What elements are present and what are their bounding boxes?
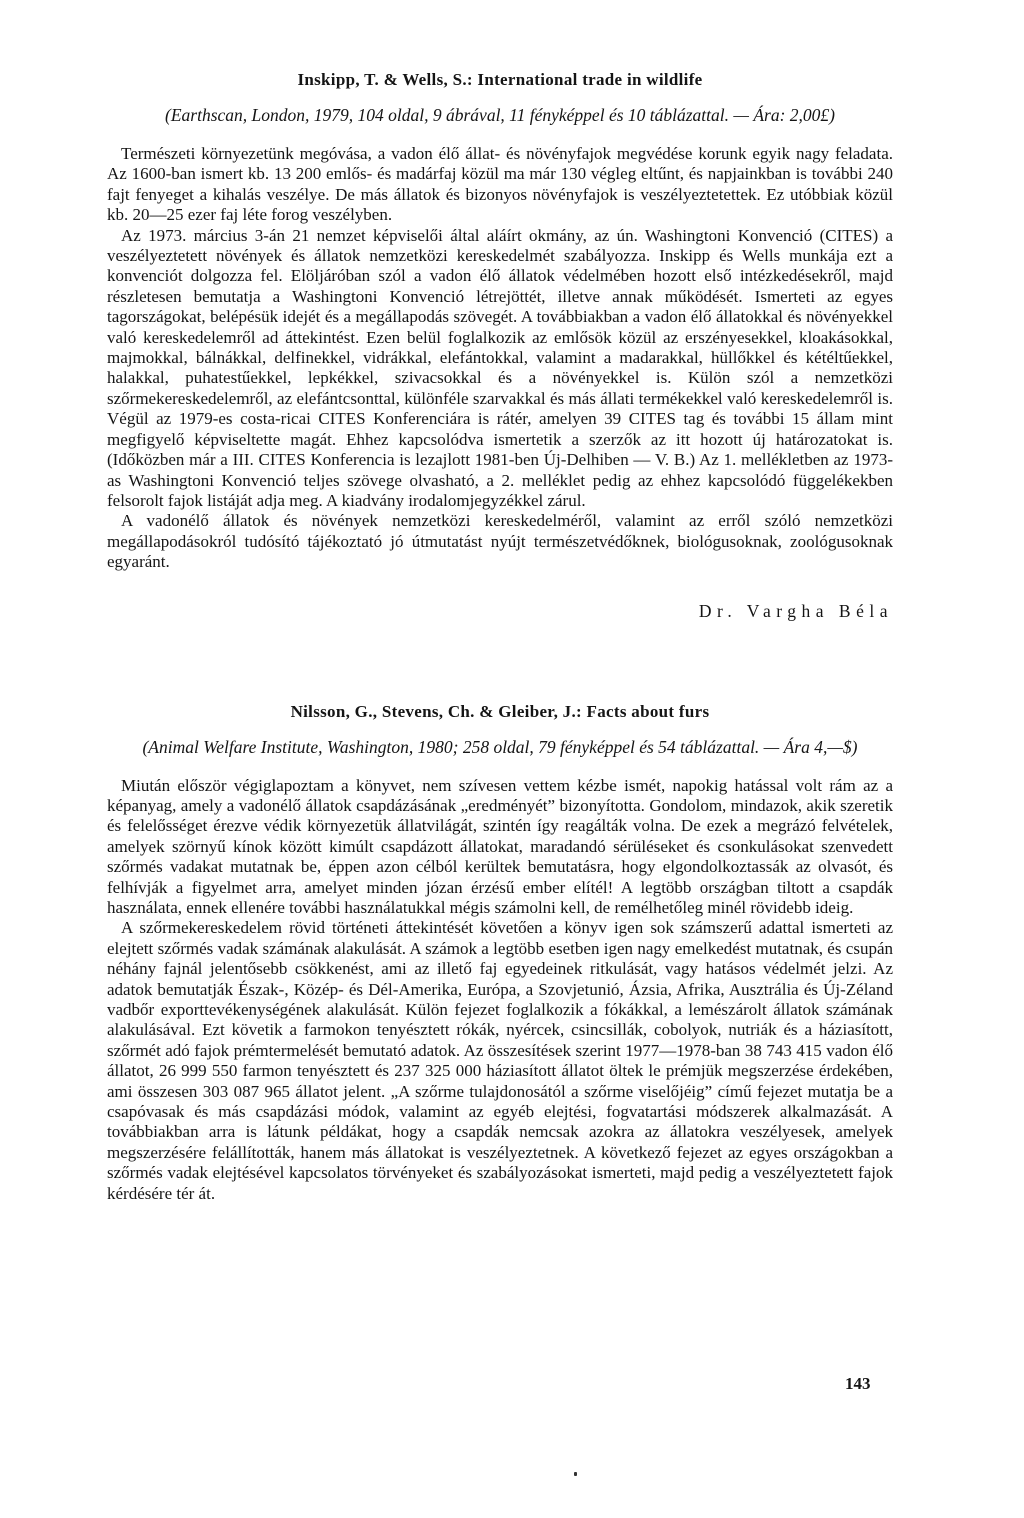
print-speck bbox=[574, 1472, 577, 1476]
review-title: Nilsson, G., Stevens, Ch. & Gleiber, J.: Facts about furs bbox=[290, 701, 710, 721]
review-paragraph: A szőrmekereskedelem rövid történeti áttekintését követően a könyv igen sok számszerű adattal ismerteti az elejtett szőrmés vadak számának alakulását. A számok a legtöbb esetben igen nagy emelkedést mutatnak, és csupán néhány fajnál jelentősebb csökkenést, ami az illető faj egyedeinek ritkulását, vagy hatásos védelmét jelzi. Az adatok bemutatják Észak-, Közép- és Dél-Amerika, Európa, a Szovjetunió, Ázsia, Afrika, Ausztrália és Új-Zéland vadbőr exporttevékenységének alakulását. Külön fejezet foglalkozik a fókákkal, a lemészárolt állatok számának alakulásával. Ezt követik a farmokon tenyésztett rókák, nyércek, csincsillák, cobolyok, nutriák és a háziasított, szőrmét adó fajok prémtermelését bemutató adatok. Az összesítések szerint 1977—1978-ban 38 743 415 vadon élő állatot, 26 999 550 farmon tenyésztett és 237 325 000 háziasított állatot öltek le prémjük megszerzése érdekében, ami összesen 303 087 965 állatot jelent. „A szőrme tulajdonosától a szőrme viselőjéig” című fejezet mutatja be a csapóvasak és más csapdázási módok, valamint az egyéb elejtési, fogvatartási módszerek alkalmazását. A továbbiakban arra is látunk példákat, hogy a csapdák nemcsak azokra az állatokra veszélyesek, amelyek megszerzésére felállították, hanem más állatokat is veszélyeztetnek. A következő fejezet az egyes országokban a szőrmés vadak elejtésével kapcsolatos törvényeket és szabályozásokat ismerteti, majd pedig a veszélyeztetett fajok kérdésére tér át. bbox=[107, 918, 893, 1203]
review-title: Inskipp, T. & Wells, S.: International trade in wildlife bbox=[297, 70, 703, 89]
review-paragraph: Természeti környezetünk megóvása, a vadon élő állat- és növényfajok megvédése korunk egyik nagy feladata. Az 1600-ban ismert kb. 13 200 emlős- és madárfaj közül ma már 130 végleg eltűnt, és napjainkban is további 240 fajt fenyeget a kihalás veszélye. De más állatok és bizonyos növényfajok is veszélyeztetettek. Ez utóbbiak közül kb. 20—25 ezer faj léte forog veszélyben. bbox=[107, 144, 893, 225]
book-review-1 bbox=[107, 70, 893, 622]
review-body bbox=[107, 144, 893, 573]
review-body bbox=[107, 776, 893, 1205]
review-publication-info: (Earthscan, London, 1979, 104 oldal, 9 ábrával, 11 fényképpel és 10 táblázattal. — Ára: 2,00£) bbox=[165, 105, 835, 125]
review-paragraph: Miután először végiglapoztam a könyvet, nem szívesen vettem kézbe ismét, napokig hatással volt rám az a képanyag, amely a vadonélő állatok csapdázásának „eredményét” bizonyította. Gondolom, mindazok, akik szeretik és felelősséget érezve védik környezetük állatvilágát, szintén így reagálták volna. De ezek a megrázó felvételek, amelyek szörnyű kínok között kimúlt csapdázott állatokat, maradandó sérüléseket és csonkulásokat szenvedett szőrmés vadakat mutatnak be, éppen azon célból kerültek bemutatásra, hogy elgondolkoztassák az olvasót, és felhívják a figyelmet arra, amelyet minden józan érzésű ember elítél! A legtöbb országban tiltott a csapdák használata, ennek ellenére további használatukkal mégis számolni kell, de remélhetőleg minél rövidebb ideig. bbox=[107, 775, 893, 917]
review-author-signature: Dr. Vargha Béla bbox=[698, 600, 893, 621]
review-paragraph: Az 1973. március 3-án 21 nemzet képviselői által aláírt okmány, az ún. Washingtoni Konvenció (CITES) a veszélyeztetett növények és állatok nemzetközi kereskedelmét szabályozza. Inskipp és Wells munkája ezt a konvenciót dolgozza fel. Elöljáróban szól a vadon élő állatok védelmében hozott első intézkedésekről, majd részletesen bemutatja a Washingtoni Konvenció létrejöttét, illetve annak működését. Ismerteti az egyes tagországokat, belépésük idejét és a megállapodás szövegét. A továbbiakban a vadon élő állatokkal és növényekkel való kereskedelemről ad áttekintést. Ezen belül foglalkozik az emlősök közül az erszényesekkel, kloakásokkal, majmokkal, bálnákkal, delfinekkel, vidrákkal, elefántokkal, valamint a madarakkal, hüllőkkel és kétéltűekkel, halakkal, puhatestűekkel, lepkékkel, szivacsokkal és a növényekkel is. Külön szól a nemzetközi szőrmekereskedelemről, az elefántcsonttal, különféle szarvakkal és más állati termékekkel való kereskedelemről is. Végül az 1979-es costa-ricai CITES Konferenciára is rátér, amelyen 39 CITES tag és további 15 állam mint megfigyelő képviseltette magát. Ehhez kapcsolódva ismertetik a szerzők az itt hozott új határozatokat is. (Időközben már a III. CITES Konferencia is lezajlott 1981-ben Új-Delhiben — V. B.) Az 1. mellékletben az 1973-as Washingtoni Konvenció teljes szövege olvasható, a 2. melléklet pedig az ehhez kapcsolódó függelékekben felsorolt fajok listáját adja meg. A kiadvány irodalomjegyzékkel zárul. bbox=[107, 225, 893, 510]
review-publication-info: (Animal Welfare Institute, Washington, 1980; 258 oldal, 79 fényképpel és 54 táblázattal. — Ára 4,—$) bbox=[142, 736, 858, 757]
review-paragraph: A vadonélő állatok és növények nemzetközi kereskedelméről, valamint az erről szóló nemzetközi megállapodásokról tudósító tájékoztató jó útmutatást nyújt természetvédőknek, biológusoknak, zoológusoknak egyaránt. bbox=[107, 511, 893, 572]
book-review-2 bbox=[107, 702, 893, 1205]
page-number: 143 bbox=[845, 1374, 871, 1393]
page-content bbox=[107, 70, 893, 1204]
